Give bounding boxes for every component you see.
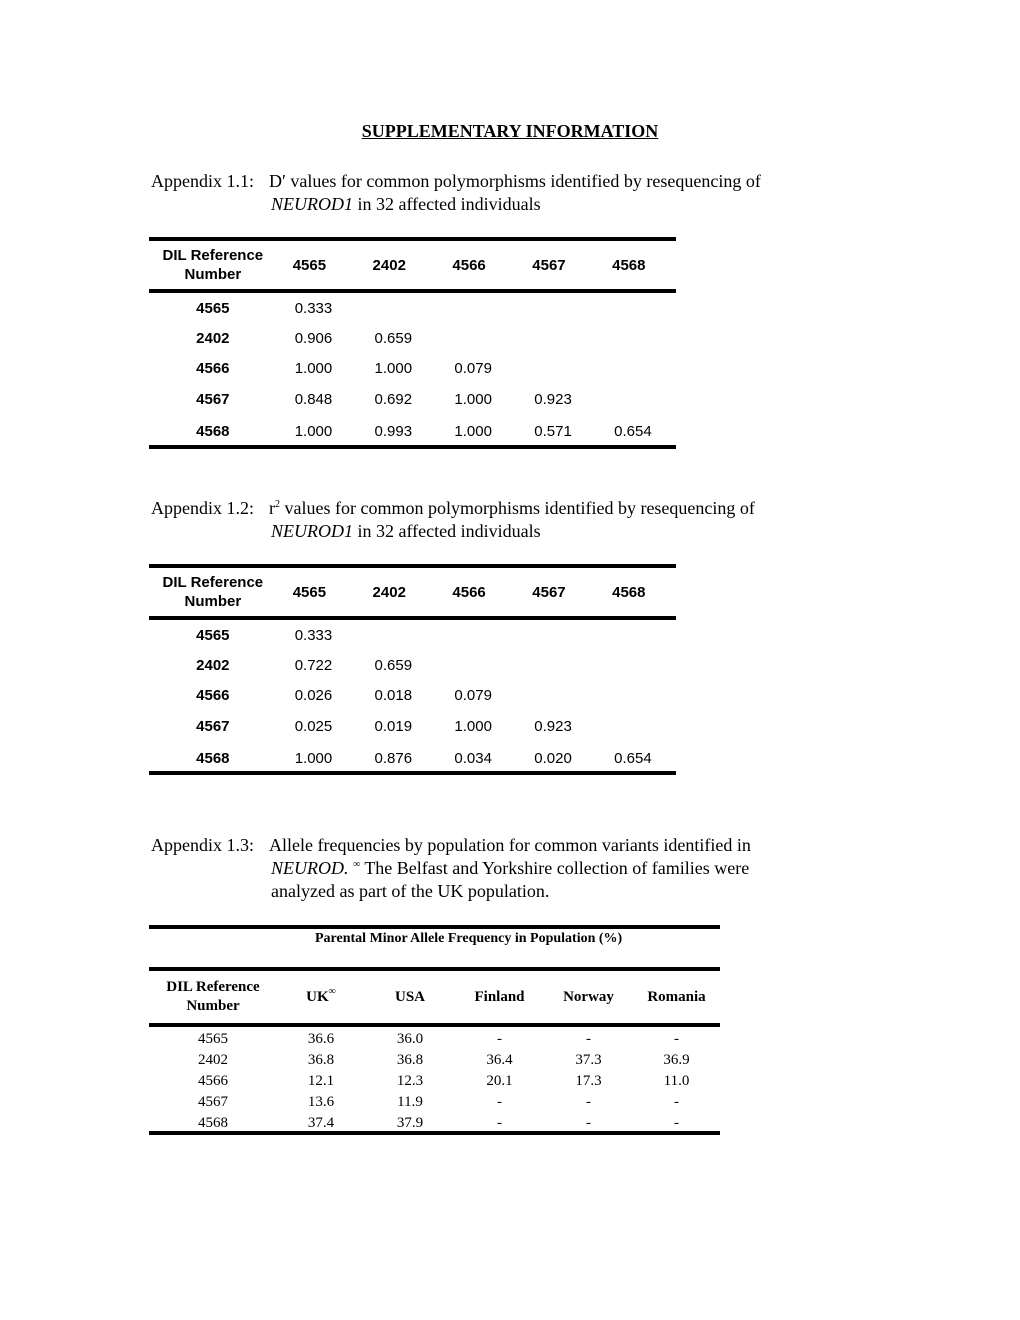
table-cell: 0.333: [294, 626, 333, 644]
table-cell: -: [497, 1094, 502, 1110]
table-row: [149, 293, 676, 323]
table-cell: [596, 353, 676, 384]
table-cell: 0.993: [374, 422, 413, 440]
appendix-1-1-caption: [151, 170, 851, 220]
d-prime-table: [149, 241, 676, 447]
table-cell: [596, 711, 676, 742]
table-cell: 37.4: [307, 1115, 335, 1131]
allele-frequency-table: [149, 971, 720, 1134]
caption-text: values for common polymorphisms identified by resequencing of: [280, 498, 755, 518]
table-cell: -: [586, 1115, 591, 1131]
table-cell: [596, 650, 676, 680]
table-row: [149, 323, 676, 353]
table-cell: 0.848: [294, 391, 333, 408]
row-header: 4567: [198, 1094, 228, 1110]
table-cell: 1.000: [294, 749, 333, 767]
table-cell: 11.0: [663, 1073, 690, 1089]
table-top-rule: [149, 925, 720, 929]
table-cell: 0.692: [374, 391, 413, 408]
column-header: 4568: [612, 583, 646, 601]
row-header: 4566: [198, 1073, 228, 1089]
table-cell: 12.3: [396, 1073, 424, 1089]
table-row: [149, 1092, 720, 1113]
row-header: 4565: [196, 626, 230, 644]
table-cell: 0.026: [294, 687, 333, 704]
table-cell: -: [674, 1031, 679, 1047]
row-header: 4568: [196, 422, 230, 440]
table-cell: [357, 620, 437, 650]
table-row: [149, 353, 676, 384]
caption-line-1: D′ values for common polymorphisms identified by resequencing of: [269, 171, 761, 191]
table-cell: 1.000: [454, 422, 492, 440]
table-cell: 1.000: [454, 718, 492, 735]
table-cell: 0.659: [374, 656, 413, 674]
table-row: [149, 620, 676, 650]
table-cell: 17.3: [575, 1073, 602, 1089]
table-cell: 36.8: [307, 1052, 335, 1068]
table-header-row: [149, 241, 676, 289]
row-header: 4566: [196, 687, 230, 704]
row-header: 2402: [198, 1052, 228, 1068]
column-header: 4565: [292, 256, 327, 274]
table-cell: 36.6: [307, 1031, 335, 1047]
column-header: Norway: [563, 988, 614, 1005]
caption-line-2: [271, 193, 541, 216]
superscript: ∞: [328, 985, 336, 997]
table-cell: 0.876: [374, 749, 413, 767]
table-cell: [596, 384, 676, 415]
table-cell: [436, 650, 516, 680]
table-cell: 11.9: [397, 1094, 423, 1110]
table-cell: 0.020: [534, 749, 572, 767]
table-cell: -: [586, 1094, 591, 1110]
table-cell: 1.000: [294, 422, 333, 440]
table-header-row: [149, 971, 720, 1023]
r-symbol: r: [269, 498, 275, 518]
table-cell: [436, 293, 516, 323]
table-cell: -: [497, 1031, 502, 1047]
table-cell: [516, 323, 596, 353]
row-header: 2402: [196, 329, 230, 347]
table-cell: 13.6: [307, 1094, 335, 1110]
page-title: SUPPLEMENTARY INFORMATION: [361, 121, 659, 141]
table-cell: [516, 680, 596, 711]
appendix-1-2-caption: [151, 497, 851, 547]
column-header: Romania: [647, 988, 706, 1005]
table-cell: 0.654: [614, 422, 652, 440]
table-row: [149, 1071, 720, 1092]
table-cell: 36.0: [396, 1031, 424, 1047]
table-cell: 1.000: [374, 360, 413, 377]
table-cell: [516, 620, 596, 650]
gene-name: NEUROD1: [271, 521, 353, 541]
row-header: 4565: [196, 299, 230, 317]
table-cell: 12.1: [307, 1073, 335, 1089]
table-row: [149, 1050, 720, 1071]
table-row: [149, 415, 676, 447]
table-cell: 1.000: [454, 391, 492, 408]
caption-text: The Belfast and Yorkshire collection of families were: [360, 858, 750, 878]
column-header: 4567: [532, 583, 566, 601]
table-cell: 20.1: [486, 1073, 513, 1089]
caption-line-1: Allele frequencies by population for common variants identified in: [269, 835, 751, 855]
appendix-label: Appendix 1.1:: [151, 171, 254, 191]
table-cell: [516, 353, 596, 384]
table-cell: 0.722: [294, 656, 333, 674]
column-header: 4567: [532, 256, 566, 274]
table-cell: 1.000: [294, 360, 333, 377]
column-header: USA: [394, 988, 425, 1005]
table-cell: 0.654: [614, 749, 652, 767]
caption-line-3: analyzed as part of the UK population.: [271, 881, 550, 901]
table-row: [149, 1113, 720, 1134]
table-cell: [436, 620, 516, 650]
table-cell: 0.571: [534, 422, 572, 440]
superscript: ∞: [353, 859, 361, 870]
table-cell: -: [674, 1115, 679, 1131]
caption-line-2: [271, 520, 541, 543]
appendix-label: Appendix 1.2:: [151, 498, 254, 518]
caption-text: in 32 affected individuals: [353, 521, 541, 541]
table-cell: [516, 650, 596, 680]
column-header: 4568: [612, 256, 646, 274]
column-header-label: UK: [306, 988, 329, 1005]
column-header: 4566: [452, 583, 486, 601]
table-cell: 0.034: [454, 749, 492, 767]
column-header: 4565: [292, 583, 327, 601]
table-cell: [516, 293, 596, 323]
appendix-label: Appendix 1.3:: [151, 835, 254, 855]
gene-name: NEUROD1: [271, 194, 353, 214]
column-header: 4566: [452, 256, 486, 274]
table-cell: 0.019: [374, 718, 413, 735]
table-cell: 0.923: [534, 391, 572, 408]
table-cell: [596, 620, 676, 650]
table-cell: 0.018: [374, 687, 413, 704]
table-cell: 37.9: [396, 1115, 424, 1131]
table-cell: 0.025: [294, 718, 333, 735]
table-row: [149, 384, 676, 415]
table-cell: 0.659: [374, 329, 413, 347]
table-row: [149, 650, 676, 680]
column-header: Finland: [474, 988, 525, 1005]
table-cell: 0.079: [454, 360, 492, 377]
table-cell: [436, 323, 516, 353]
superscript: 2: [275, 499, 280, 510]
row-header: 4567: [196, 718, 230, 735]
row-header: 4565: [198, 1031, 228, 1047]
column-header: DIL Reference Number: [166, 979, 260, 1014]
table-cell: -: [497, 1115, 502, 1131]
table-row: [149, 680, 676, 711]
table-header-row: [149, 568, 676, 616]
table-cell: 0.333: [294, 299, 333, 317]
table-banner: Parental Minor Allele Frequency in Population (%): [315, 931, 623, 946]
column-header: DIL Reference Number: [162, 247, 264, 283]
table-cell: -: [586, 1031, 591, 1047]
row-header: 2402: [196, 656, 230, 674]
column-header: [277, 971, 365, 1023]
row-header: 4566: [196, 360, 230, 377]
table-row: [149, 742, 676, 774]
table-cell: [357, 293, 437, 323]
r-squared-table: [149, 568, 676, 774]
table-cell: 0.923: [534, 718, 572, 735]
table-cell: [596, 293, 676, 323]
gene-name: NEUROD.: [271, 858, 349, 878]
table-cell: 36.4: [486, 1052, 513, 1068]
appendix-1-3-caption: [151, 834, 851, 906]
column-header: 2402: [372, 583, 406, 601]
table-cell: [596, 323, 676, 353]
caption-text: in 32 affected individuals: [353, 194, 541, 214]
table-cell: 36.9: [663, 1052, 690, 1068]
table-cell: 0.906: [294, 329, 333, 347]
column-header: DIL Reference Number: [162, 574, 264, 610]
table-cell: -: [674, 1094, 679, 1110]
row-header: 4568: [196, 749, 230, 767]
row-header: 4567: [196, 391, 230, 408]
table-cell: 36.8: [396, 1052, 424, 1068]
row-header: 4568: [198, 1115, 228, 1131]
column-header: 2402: [372, 256, 406, 274]
table-cell: [596, 680, 676, 711]
table-row: [149, 1029, 720, 1050]
table-cell: 37.3: [575, 1052, 602, 1068]
table-row: [149, 711, 676, 742]
table-cell: 0.079: [454, 687, 492, 704]
